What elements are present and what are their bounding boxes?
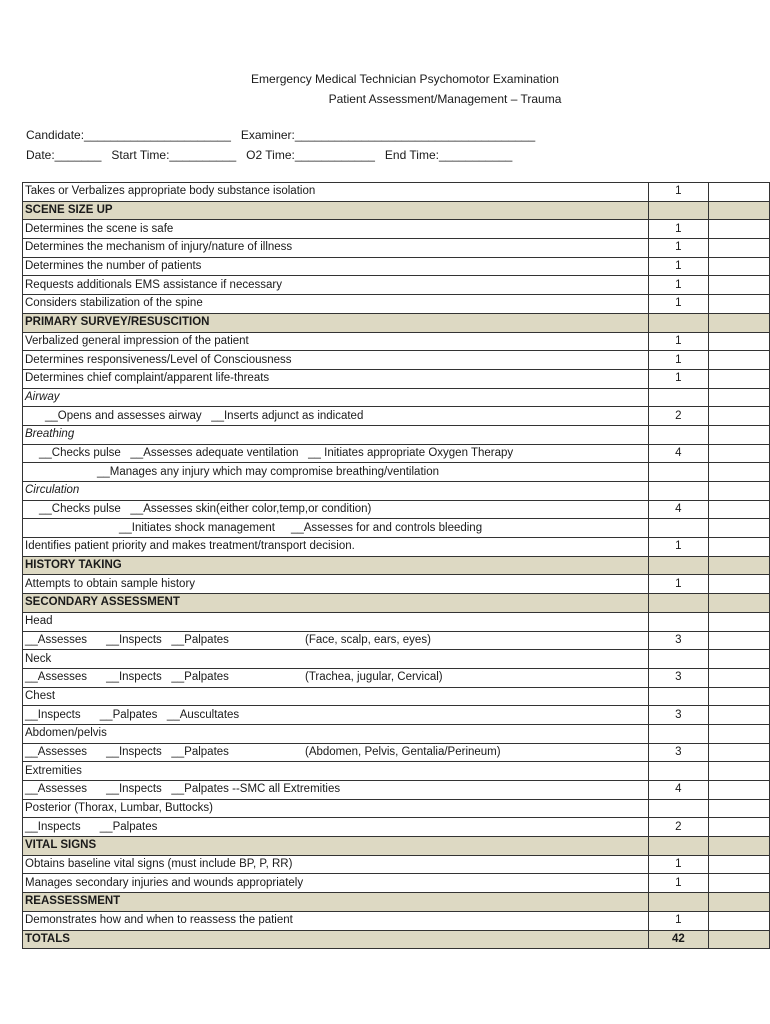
row-label-text: __Manages any injury which may compromise breathing/ventilation — [97, 465, 439, 478]
score-cell[interactable] — [708, 388, 769, 407]
score-cell[interactable] — [708, 594, 769, 613]
row-label-text: Considers stabilization of the spine — [25, 297, 203, 310]
section-header-row — [23, 594, 770, 613]
score-cell[interactable] — [708, 444, 769, 463]
points-cell — [648, 313, 708, 332]
row-label-text: Identifies patient priority and makes treatment/transport decision. — [25, 540, 355, 553]
section-header-row — [23, 930, 770, 949]
row-label-text: Determines the scene is safe — [25, 222, 174, 235]
points-cell: 1 — [648, 855, 708, 874]
table-row — [23, 183, 770, 202]
table-row — [23, 687, 770, 706]
row-label — [23, 556, 649, 575]
score-cell[interactable] — [708, 519, 769, 538]
table-row — [23, 500, 770, 519]
score-cell[interactable] — [708, 911, 769, 930]
section-header-row — [23, 313, 770, 332]
row-label-text: __Assesses __Inspects __Palpates — [25, 633, 229, 646]
table-row — [23, 706, 770, 725]
table-row — [23, 874, 770, 893]
points-cell: 4 — [648, 781, 708, 800]
table-row — [23, 650, 770, 669]
row-label — [23, 369, 649, 388]
table-row — [23, 388, 770, 407]
points-cell — [648, 893, 708, 912]
score-cell[interactable] — [708, 687, 769, 706]
row-label — [23, 930, 649, 949]
row-label-text: __Opens and assesses airway __Inserts adjunct as indicated — [45, 409, 364, 422]
row-label-text: Determines responsiveness/Level of Consciousness — [25, 353, 292, 366]
row-label-text: Chest — [25, 689, 56, 702]
row-label — [23, 631, 649, 650]
row-label-text: PRIMARY SURVEY/RESUSCITION — [25, 316, 210, 329]
row-label — [23, 538, 649, 557]
row-label-text: Manages secondary injuries and wounds appropriately — [25, 876, 304, 889]
table-row — [23, 538, 770, 557]
score-cell[interactable] — [708, 201, 769, 220]
points-cell: 1 — [648, 239, 708, 258]
row-label-text: Determines chief complaint/apparent life-threats — [25, 372, 270, 385]
score-cell[interactable] — [708, 668, 769, 687]
score-cell[interactable] — [708, 407, 769, 426]
row-label — [23, 257, 649, 276]
points-cell — [648, 837, 708, 856]
score-cell[interactable] — [708, 650, 769, 669]
points-cell: 1 — [648, 874, 708, 893]
row-label — [23, 612, 649, 631]
table-row — [23, 295, 770, 314]
row-label — [23, 388, 649, 407]
row-label-text: __Checks pulse __Assesses adequate ventilation __ Initiates appropriate Oxygen Therapy — [39, 446, 514, 459]
row-label — [23, 818, 649, 837]
table-row — [23, 257, 770, 276]
score-cell[interactable] — [708, 332, 769, 351]
score-cell[interactable] — [708, 855, 769, 874]
table-row — [23, 482, 770, 501]
score-cell[interactable] — [708, 556, 769, 575]
points-cell — [648, 482, 708, 501]
score-cell[interactable] — [708, 799, 769, 818]
points-cell: 3 — [648, 631, 708, 650]
score-cell[interactable] — [708, 538, 769, 557]
points-cell: 4 — [648, 500, 708, 519]
form-subtitle: Patient Assessment/Management – Trauma — [328, 92, 562, 106]
score-cell[interactable] — [708, 724, 769, 743]
score-cell[interactable] — [708, 239, 769, 258]
points-cell: 1 — [648, 369, 708, 388]
row-label — [23, 668, 649, 687]
table-row — [23, 407, 770, 426]
form-title: Emergency Medical Technician Psychomotor Examination — [251, 72, 559, 86]
row-label — [23, 874, 649, 893]
table-row — [23, 276, 770, 295]
score-cell[interactable] — [708, 220, 769, 239]
row-label-text: SECONDARY ASSESSMENT — [25, 596, 180, 609]
score-cell[interactable] — [708, 874, 769, 893]
points-cell — [648, 687, 708, 706]
row-label — [23, 463, 649, 482]
row-label-text: Airway — [25, 390, 60, 403]
table-row — [23, 911, 770, 930]
row-label-text: __Inspects __Palpates __Auscultates — [25, 708, 240, 721]
points-cell — [648, 519, 708, 538]
points-cell: 3 — [648, 706, 708, 725]
points-cell: 2 — [648, 818, 708, 837]
date-time-line: Date:_______ Start Time:__________ O2 Time:____________ End Time:___________ — [26, 148, 513, 162]
row-label — [23, 407, 649, 426]
row-label-text: Posterior (Thorax, Lumbar, Buttocks) — [25, 802, 213, 815]
row-label-text: Determines the mechanism of injury/nature of illness — [25, 241, 293, 254]
row-label-text: Extremities — [25, 764, 82, 777]
points-cell: 1 — [648, 183, 708, 202]
table-row — [23, 220, 770, 239]
points-cell — [648, 799, 708, 818]
row-label-text: __Assesses __Inspects __Palpates — [25, 671, 229, 684]
row-label — [23, 482, 649, 501]
row-label-text: Neck — [25, 652, 52, 665]
table-row — [23, 575, 770, 594]
score-cell[interactable] — [708, 575, 769, 594]
row-label — [23, 893, 649, 912]
points-cell: 1 — [648, 332, 708, 351]
table-row — [23, 631, 770, 650]
row-label — [23, 594, 649, 613]
points-cell — [648, 612, 708, 631]
score-cell[interactable] — [708, 837, 769, 856]
points-cell — [648, 463, 708, 482]
points-cell: 1 — [648, 538, 708, 557]
score-cell[interactable] — [708, 351, 769, 370]
points-cell — [648, 724, 708, 743]
row-label — [23, 911, 649, 930]
points-cell — [648, 425, 708, 444]
row-label-text: __Initiates shock management __Assesses for and controls bleeding — [119, 521, 483, 534]
score-cell[interactable] — [708, 425, 769, 444]
section-header-row — [23, 837, 770, 856]
row-label — [23, 575, 649, 594]
row-label — [23, 425, 649, 444]
row-label — [23, 724, 649, 743]
score-cell[interactable] — [708, 631, 769, 650]
table-row — [23, 239, 770, 258]
points-cell: 1 — [648, 911, 708, 930]
row-label — [23, 201, 649, 220]
row-label-text: __Assesses __Inspects __Palpates --SMC all Extremities — [25, 783, 341, 796]
points-cell — [648, 762, 708, 781]
row-label — [23, 687, 649, 706]
row-label-text: Abdomen/pelvis — [25, 727, 107, 740]
row-label — [23, 706, 649, 725]
score-cell[interactable] — [708, 930, 769, 949]
score-cell[interactable] — [708, 295, 769, 314]
row-label-text: Takes or Verbalizes appropriate body substance isolation — [25, 185, 316, 198]
table-row — [23, 612, 770, 631]
score-cell[interactable] — [708, 500, 769, 519]
row-label — [23, 781, 649, 800]
row-label-text: Breathing — [25, 428, 75, 441]
row-label-detail: (Face, scalp, ears, eyes) — [305, 633, 431, 646]
row-label — [23, 855, 649, 874]
points-cell: 3 — [648, 743, 708, 762]
points-cell: 1 — [648, 257, 708, 276]
row-label-text: __Assesses __Inspects __Palpates — [25, 745, 229, 758]
row-label-text: Determines the number of patients — [25, 260, 202, 273]
score-cell[interactable] — [708, 463, 769, 482]
score-cell[interactable] — [708, 762, 769, 781]
table-row — [23, 369, 770, 388]
score-cell[interactable] — [708, 743, 769, 762]
row-label — [23, 220, 649, 239]
table-row — [23, 519, 770, 538]
points-cell: 1 — [648, 276, 708, 295]
row-label-text: Obtains baseline vital signs (must include BP, P, RR) — [25, 858, 293, 871]
row-label — [23, 295, 649, 314]
points-cell: 2 — [648, 407, 708, 426]
row-label-text: __Inspects __Palpates — [25, 820, 158, 833]
section-header-row — [23, 556, 770, 575]
points-cell: 3 — [648, 668, 708, 687]
row-label — [23, 650, 649, 669]
row-label-text: Circulation — [25, 484, 80, 497]
section-header-row — [23, 201, 770, 220]
points-cell: 1 — [648, 220, 708, 239]
points-cell: 1 — [648, 295, 708, 314]
score-cell[interactable] — [708, 276, 769, 295]
row-label — [23, 351, 649, 370]
candidate-examiner-line: Candidate:______________________ Examiner:____________________________________ — [26, 128, 536, 142]
score-cell[interactable] — [708, 706, 769, 725]
table-row — [23, 781, 770, 800]
row-label-text: REASSESSMENT — [25, 895, 121, 908]
row-label-text: Verbalized general impression of the patient — [25, 334, 249, 347]
score-cell[interactable] — [708, 482, 769, 501]
table-row — [23, 818, 770, 837]
table-row — [23, 463, 770, 482]
score-cell[interactable] — [708, 313, 769, 332]
points-cell: 4 — [648, 444, 708, 463]
score-cell[interactable] — [708, 612, 769, 631]
row-label — [23, 183, 649, 202]
row-label-detail: (Abdomen, Pelvis, Gentalia/Perineum) — [305, 745, 501, 758]
score-cell[interactable] — [708, 183, 769, 202]
row-label — [23, 837, 649, 856]
points-cell — [648, 556, 708, 575]
table-row — [23, 351, 770, 370]
row-label-text: Head — [25, 615, 53, 628]
row-label-text: Requests additionals EMS assistance if necessary — [25, 278, 282, 291]
table-row — [23, 855, 770, 874]
table-row — [23, 668, 770, 687]
row-label — [23, 743, 649, 762]
assessment-table — [22, 182, 770, 949]
score-cell[interactable] — [708, 781, 769, 800]
points-cell: 1 — [648, 351, 708, 370]
score-cell[interactable] — [708, 818, 769, 837]
row-label-text: SCENE SIZE UP — [25, 204, 113, 217]
row-label-text: TOTALS — [25, 932, 70, 945]
table-row — [23, 762, 770, 781]
table-row — [23, 743, 770, 762]
row-label — [23, 500, 649, 519]
points-cell — [648, 650, 708, 669]
row-label-detail: (Trachea, jugular, Cervical) — [305, 671, 443, 684]
row-label-text: __Checks pulse __Assesses skin(either color,temp,or condition) — [39, 503, 372, 516]
points-cell — [648, 594, 708, 613]
points-cell: 1 — [648, 575, 708, 594]
row-label-text: VITAL SIGNS — [25, 839, 97, 852]
row-label — [23, 762, 649, 781]
table-row — [23, 799, 770, 818]
row-label — [23, 519, 649, 538]
row-label-text: Demonstrates how and when to reassess the patient — [25, 914, 293, 927]
row-label-text: Attempts to obtain sample history — [25, 577, 196, 590]
points-cell — [648, 388, 708, 407]
row-label-text: HISTORY TAKING — [25, 559, 122, 572]
score-cell[interactable] — [708, 369, 769, 388]
row-label — [23, 799, 649, 818]
row-label — [23, 332, 649, 351]
table-row — [23, 332, 770, 351]
row-label — [23, 444, 649, 463]
score-cell[interactable] — [708, 893, 769, 912]
table-row — [23, 444, 770, 463]
table-row — [23, 724, 770, 743]
row-label — [23, 239, 649, 258]
points-cell: 42 — [648, 930, 708, 949]
score-cell[interactable] — [708, 257, 769, 276]
section-header-row — [23, 893, 770, 912]
row-label — [23, 313, 649, 332]
table-row — [23, 425, 770, 444]
row-label — [23, 276, 649, 295]
points-cell — [648, 201, 708, 220]
